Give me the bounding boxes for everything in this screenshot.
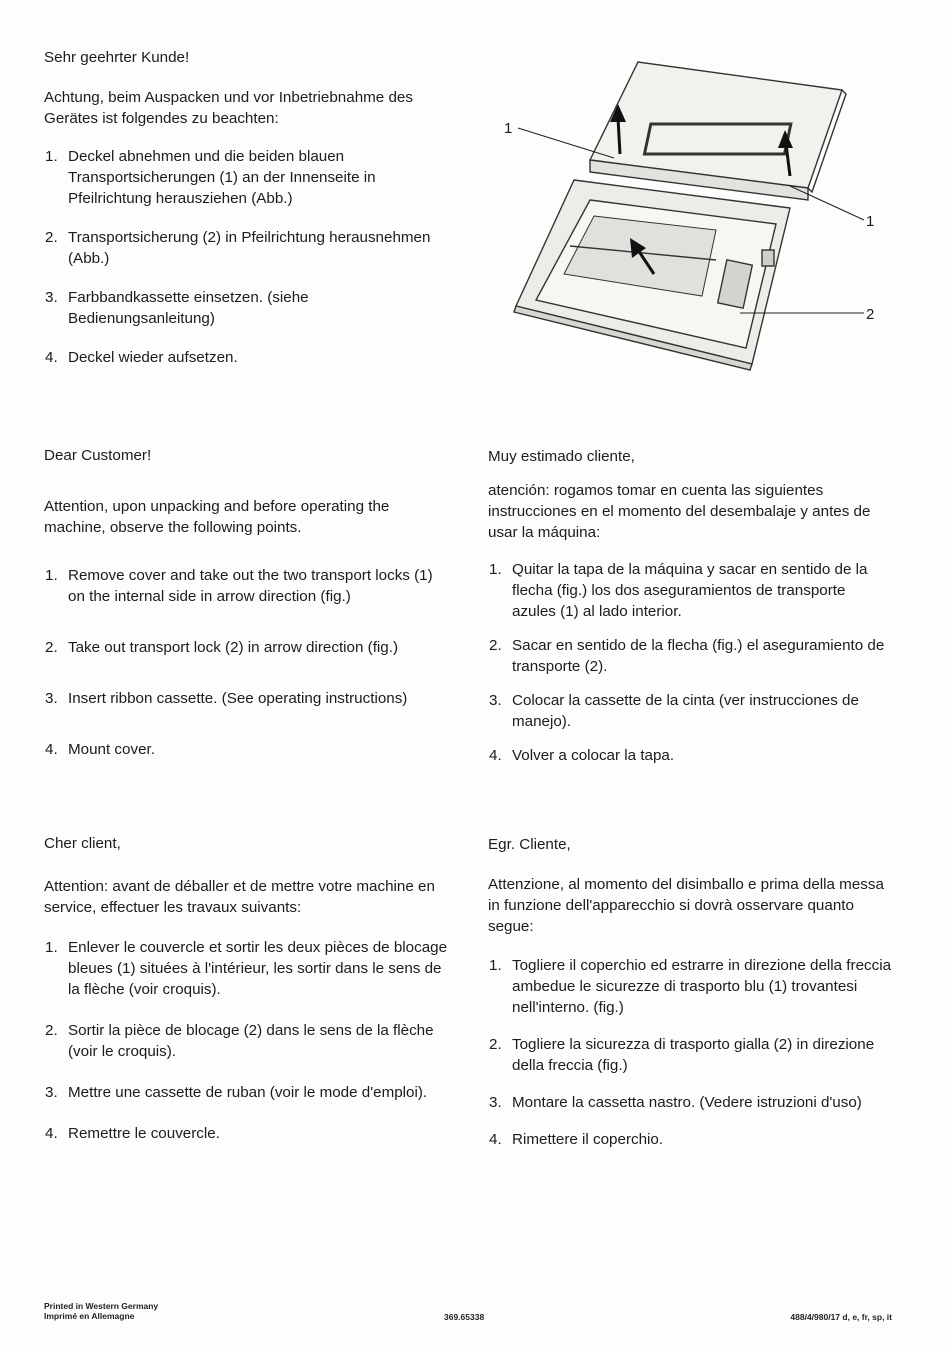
step-text: Remettre le couvercle. [68, 1125, 220, 1142]
greeting: Muy estimado cliente, [488, 448, 635, 465]
list-item [44, 688, 448, 709]
instruction-list [44, 146, 448, 368]
list-item [488, 1034, 892, 1076]
list-item [488, 955, 892, 1018]
step-text: Rimettere il coperchio. [512, 1131, 664, 1148]
cover-illustration [590, 62, 846, 200]
step-number: 2. [489, 1036, 502, 1053]
step-number: 1. [45, 148, 58, 165]
step-number: 1. [489, 957, 502, 974]
greeting: Dear Customer! [44, 447, 152, 464]
step-number: 3. [489, 692, 502, 709]
intro-text: Attention, upon unpacking and before operating the machine, observe the following points. [44, 498, 390, 536]
step-number: 2. [45, 1022, 58, 1039]
callout-label: 2 [866, 306, 875, 323]
italian-section [488, 834, 892, 1166]
printed-line: Printed in Western Germany [44, 1301, 159, 1311]
printer-diagram [490, 48, 890, 373]
step-text: Enlever le couvercle et sortir les deux pièces de blocage bleues (1) situées à l'intérieur, les sortir dans le sens de la flèche (voir croquis). [68, 939, 448, 998]
step-number: 3. [45, 690, 58, 707]
list-item [44, 637, 448, 658]
step-text: Volver a colocar la tapa. [512, 747, 675, 764]
list-item [44, 227, 448, 269]
step-number: 3. [45, 1084, 58, 1101]
greeting: Sehr geehrter Kunde! [44, 49, 190, 66]
step-text: Farbbandkassette einsetzen. (siehe Bedienungsanleitung) [68, 289, 309, 327]
intro-text: Achtung, beim Auspacken und vor Inbetriebnahme des Gerätes ist folgendes zu beachten: [44, 89, 413, 127]
list-item [44, 1082, 448, 1103]
list-item [44, 1123, 448, 1144]
list-item [44, 739, 448, 760]
printed-line: Imprimé en Allemagne [44, 1311, 135, 1321]
german-section [44, 47, 448, 386]
step-number: 2. [489, 637, 502, 654]
greeting: Cher client, [44, 835, 121, 852]
instruction-list [488, 955, 892, 1150]
step-number: 4. [45, 1125, 58, 1142]
step-text: Transportsicherung (2) in Pfeilrichtung herausnehmen (Abb.) [68, 229, 431, 267]
list-item [44, 565, 448, 607]
list-item [44, 1020, 448, 1062]
spanish-section [488, 446, 892, 779]
step-number: 2. [45, 229, 58, 246]
print-location [44, 1301, 158, 1321]
step-number: 4. [45, 349, 58, 366]
french-section [44, 833, 448, 1164]
step-number: 1. [489, 561, 502, 578]
step-text: Mount cover. [68, 741, 155, 758]
step-text: Quitar la tapa de la máquina y sacar en sentido de la flecha (fig.) los dos aseguramientos de transporte azules (1) al lado interior. [512, 561, 868, 620]
step-number: 4. [45, 741, 58, 758]
step-text: Togliere la sicurezza di trasporto gialla (2) in direzione della freccia (fig.) [512, 1036, 875, 1074]
step-text: Montare la cassetta nastro. (Vedere istruzioni d'uso) [512, 1094, 862, 1111]
step-text: Togliere il coperchio ed estrarre in direzione della freccia ambedue le sicurezze di trasporto blu (1) trovantesi nell'interno. (fig.) [512, 957, 892, 1016]
callout-label: 1 [504, 120, 513, 137]
step-number: 3. [45, 289, 58, 306]
instruction-list [44, 565, 448, 760]
list-item [44, 347, 448, 368]
step-text: Remove cover and take out the two transport locks (1) on the internal side in arrow direction (fig.) [68, 567, 433, 605]
list-item [488, 1092, 892, 1113]
greeting: Egr. Cliente, [488, 836, 571, 853]
step-text: Sortir la pièce de blocage (2) dans le sens de la flèche (voir le croquis). [68, 1022, 434, 1060]
step-text: Deckel abnehmen und die beiden blauen Transportsicherungen (1) an der Innenseite in Pfeilrichtung herausziehen (Abb.) [68, 148, 376, 207]
intro-text: Attenzione, al momento del disimballo e prima della messa in funzione dell'apparecchio si dovrà osservare quanto segue: [488, 876, 884, 935]
list-item [488, 635, 892, 677]
list-item [488, 745, 892, 766]
step-number: 4. [489, 1131, 502, 1148]
callout-label: 1 [866, 213, 875, 230]
step-text: Deckel wieder aufsetzen. [68, 349, 238, 366]
step-number: 1. [45, 939, 58, 956]
part-number: 369.65338 [444, 1312, 485, 1322]
instruction-list [44, 937, 448, 1144]
step-text: Insert ribbon cassette. (See operating instructions) [68, 690, 408, 707]
list-item [488, 690, 892, 732]
step-text: Colocar la cassette de la cinta (ver instrucciones de manejo). [512, 692, 859, 730]
document-code: 488/4/980/17 d, e, fr, sp, it [790, 1312, 892, 1322]
step-number: 2. [45, 639, 58, 656]
step-number: 3. [489, 1094, 502, 1111]
step-text: Take out transport lock (2) in arrow direction (fig.) [68, 639, 399, 656]
step-number: 4. [489, 747, 502, 764]
step-text: Sacar en sentido de la flecha (fig.) el aseguramiento de transporte (2). [512, 637, 885, 675]
list-item [44, 287, 448, 329]
intro-text: atención: rogamos tomar en cuenta las siguientes instrucciones en el momento del desembalaje y antes de usar la máquina: [488, 482, 871, 541]
list-item [488, 1129, 892, 1150]
list-item [44, 146, 448, 209]
step-number: 1. [45, 567, 58, 584]
intro-text: Attention: avant de déballer et de mettre votre machine en service, effectuer les travaux suivants: [44, 878, 435, 916]
list-item [44, 937, 448, 1000]
list-item [488, 559, 892, 622]
step-text: Mettre une cassette de ruban (voir le mode d'emploi). [68, 1084, 428, 1101]
instruction-list [488, 559, 892, 766]
english-section [44, 445, 448, 790]
machine-illustration [514, 180, 790, 370]
